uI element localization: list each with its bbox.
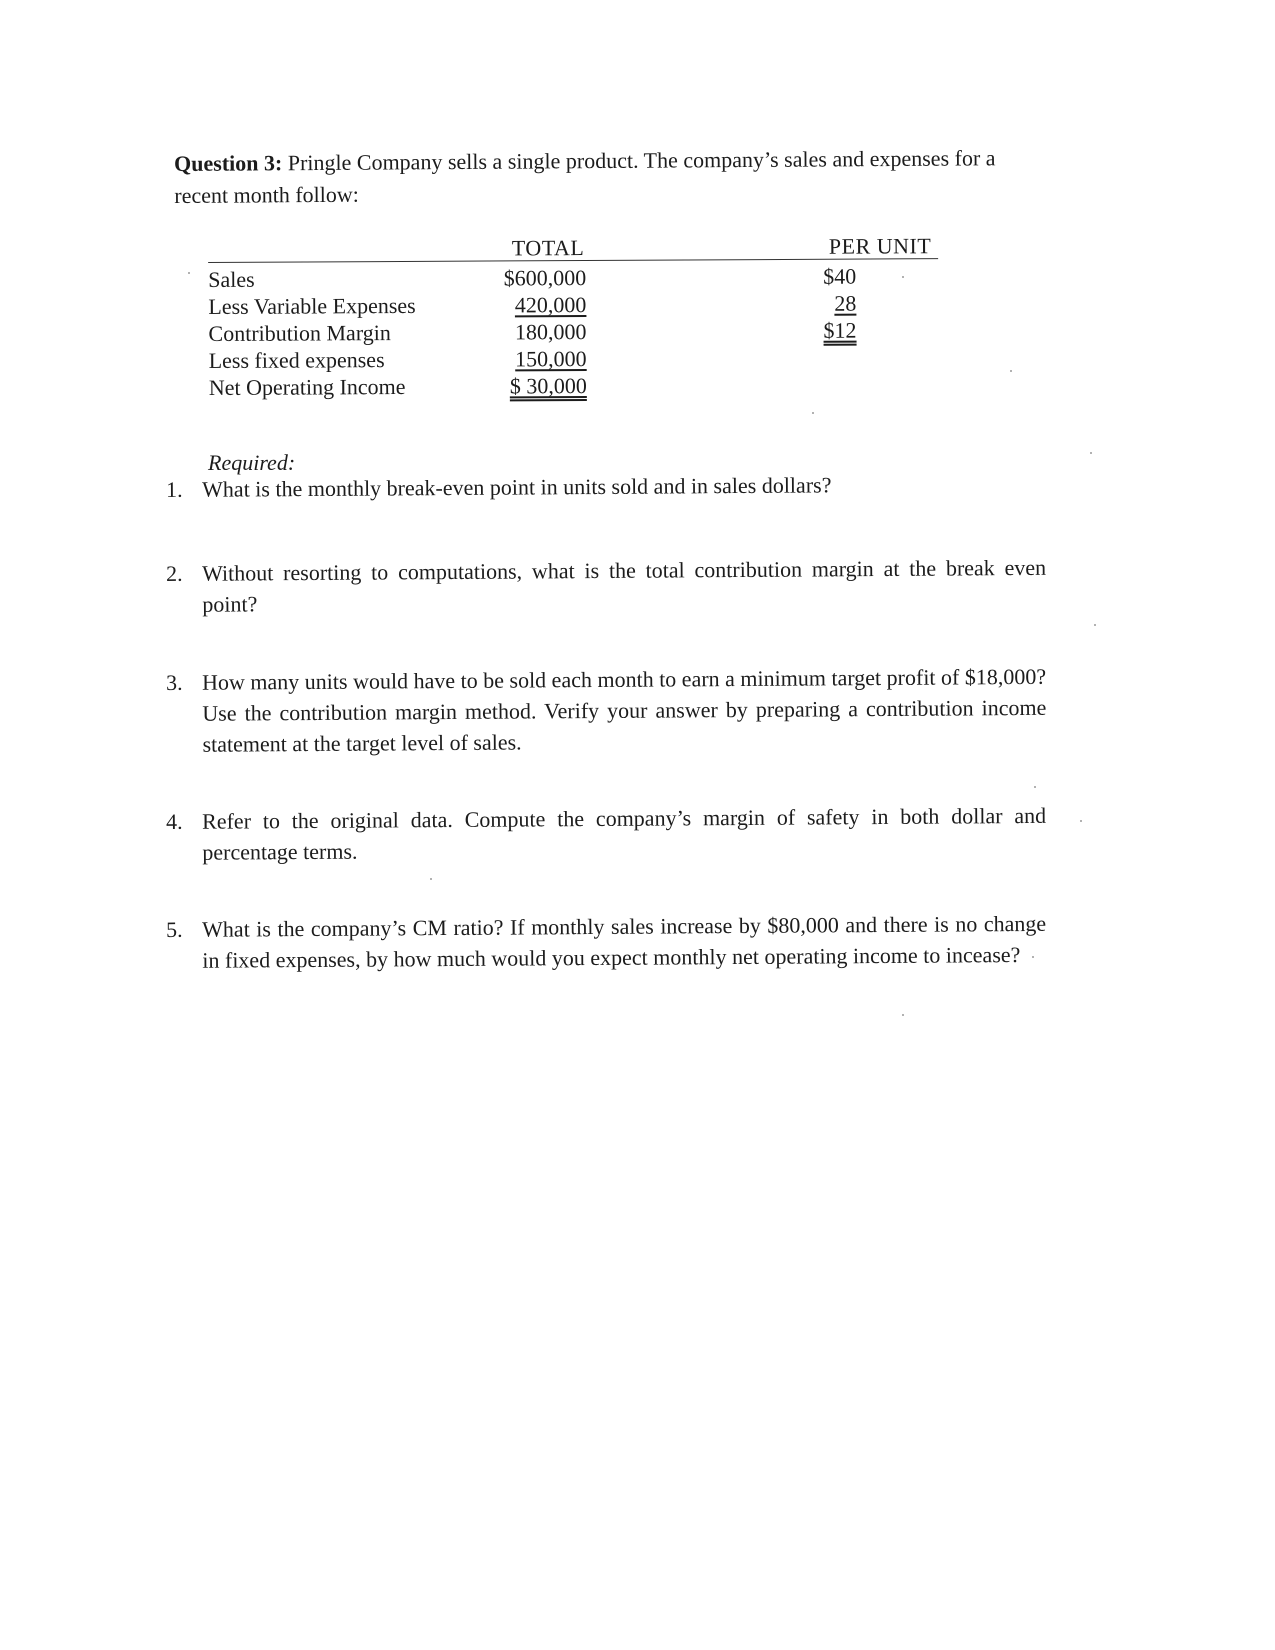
row-per-unit: 28 <box>834 290 857 316</box>
question-text: What is the company’s CM ratio? If monthly sales increase by $80,000 and there is no change in fixed expenses, by how much would you expect monthly net operating income to incease? <box>202 910 1047 973</box>
row-total: $ 30,000 <box>509 373 587 399</box>
question-number: 1. <box>166 476 183 502</box>
question-number: 4. <box>166 808 183 834</box>
scan-speck <box>1032 956 1034 958</box>
question-label: Question 3: <box>174 150 283 176</box>
scan-speck <box>1080 820 1082 822</box>
row-total: 150,000 <box>515 346 587 372</box>
question-text: What is the monthly break-even point in units sold and in sales dollars? <box>202 472 832 502</box>
row-label: Less fixed expenses <box>208 347 385 373</box>
question-intro-text: Pringle Company sells a single product. The company’s sales and expenses for a recent month follow: <box>174 145 996 208</box>
scan-speck <box>902 1014 904 1016</box>
question-intro <box>174 142 1044 212</box>
question-item-1 <box>166 468 1046 505</box>
scan-speck <box>812 412 814 414</box>
row-total: 180,000 <box>514 319 587 345</box>
per-unit-column-header: PER UNIT <box>828 233 932 259</box>
scan-speck <box>430 878 432 880</box>
scan-speck <box>1010 370 1012 372</box>
row-label: Sales <box>208 266 255 292</box>
row-label: Less Variable Expenses <box>208 292 416 319</box>
question-number: 3. <box>166 669 183 695</box>
row-label: Contribution Margin <box>208 320 391 346</box>
total-column-header: TOTAL <box>511 235 585 261</box>
question-text: How many units would have to be sold each month to earn a minimum target profit of $18,000? Use the contribution margin method. Verify your answer by preparing a contribution income statement at the target level of sales. <box>202 663 1047 757</box>
income-statement <box>208 232 939 416</box>
row-total: 420,000 <box>514 292 587 318</box>
scan-speck <box>1094 624 1096 626</box>
row-per-unit: $12 <box>823 317 857 343</box>
question-item-3 <box>166 661 1047 760</box>
question-number: 2. <box>166 560 183 586</box>
question-item-2 <box>166 552 1046 620</box>
question-number: 5. <box>166 916 183 942</box>
scan-speck <box>1090 452 1092 454</box>
question-item-5 <box>166 908 1046 976</box>
scan-speck <box>1034 786 1036 788</box>
question-text: Without resorting to computations, what is the total contribution margin at the break even point? <box>202 554 1047 617</box>
row-per-unit: $40 <box>823 263 857 289</box>
question-text: Refer to the original data. Compute the company’s margin of safety in both dollar and percentage terms. <box>202 802 1047 865</box>
scan-speck <box>902 276 904 278</box>
required-heading: Required: <box>208 450 296 475</box>
statement-row-net-operating-income <box>209 370 939 402</box>
row-total: $600,000 <box>503 265 587 291</box>
row-label: Net Operating Income <box>208 373 406 400</box>
question-item-4 <box>166 800 1046 868</box>
scan-speck <box>188 272 190 274</box>
